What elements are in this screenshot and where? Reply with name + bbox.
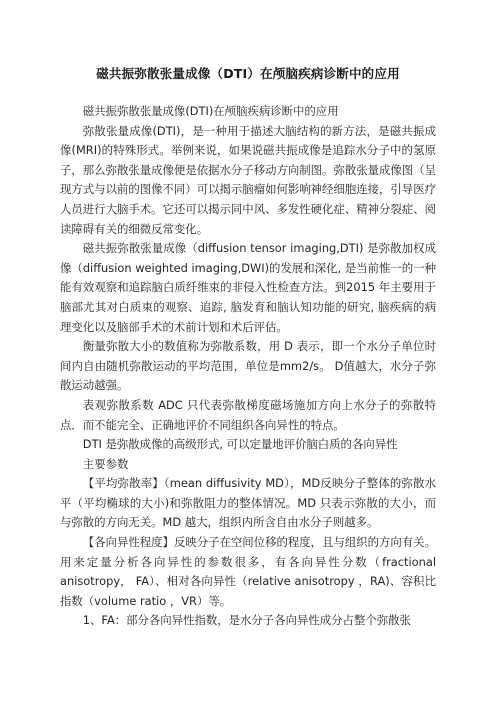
dti-intro-paragraph: 弥散张量成像(DTI)，是一种用于描述大脑结构的新方法，是磁共振成像(MRI)的特殊形式。举例来说，如果说磁共振成像是追踪水分子中的氢原子，那么弥散张量成像便是依据水分子移动方向制图。弥散张量成像图（呈现方式与以前的图像不同）可以揭示脑瘤如何影响神经细胞连接，引导医疗人员进行大脑手术。它还可以揭示同中风、多发性硬化症、精神分裂症、阅读障碍有关的细微反常变化。 xyxy=(60,123,436,236)
dti-advanced-form-paragraph: DTI 是弥散成像的高级形式, 可以定量地评价脑白质的各向异性 xyxy=(82,437,398,452)
main-parameters-heading: 主要参数 xyxy=(82,456,129,471)
subtitle-paragraph: 磁共振弥散张量成像(DTI)在颅脑疾病诊断中的应用 xyxy=(82,104,339,118)
dti-definition-paragraph: 磁共振弥散张量成像（diffusion tensor imaging,DTI) 是弥散加权成像（diffusion weighted imaging,DWI)的发展和深化, 是当前惟一的一种能有效观察和追踪脑白质纤维束的非侵入性检查方法。到2015 年主要用于脑部尤其对白质束的观察、追踪, 脑发育和脑认知功能的研究, 脑疾病的病理变化以及脑部手术的术前计划和术后评估。 xyxy=(60,241,436,334)
mean-diffusivity-paragraph: 【平均弥散率】（mean diffusivity MD），MD反映分子整体的弥散水平（平均椭球的大小)和弥散阻力的整体情况。MD 只表示弥散的大小，而与弥散的方向无关。MD 越大，组织内所含自由水分子则越多。 xyxy=(60,476,436,530)
fa-paragraph: 1、FA：部分各向异性指数，是水分子各向异性成分占整个弥散张 xyxy=(82,613,411,628)
adc-paragraph: 表观弥散系数 ADC 只代表弥散梯度磁场施加方向上水分子的弥散特点．而不能完全、正确地评价不同组织各向异性的特点。 xyxy=(60,397,436,432)
anisotropy-paragraph: 【各向异性程度】反映分子在空间位移的程度，且与组织的方向有关。用来定量分析各向异性的参数很多，有各向异性分数（fractional anisotropy， FA）、相对各向异性（relative anisotropy ，RA)、容积比指数（volume ratio ，VR）等。 xyxy=(60,535,436,608)
document-body xyxy=(60,102,436,631)
diffusion-coefficient-paragraph: 衡量弥散大小的数值称为弥散系数，用 D 表示，即一个水分子单位时间内自由随机弥散运动的平均范围，单位是mm2/s。 D值越大，水分子弥散运动越强。 xyxy=(60,339,436,393)
document-title: 磁共振弥散张量成像（DTI）在颅脑疾病诊断中的应用 xyxy=(96,66,400,81)
